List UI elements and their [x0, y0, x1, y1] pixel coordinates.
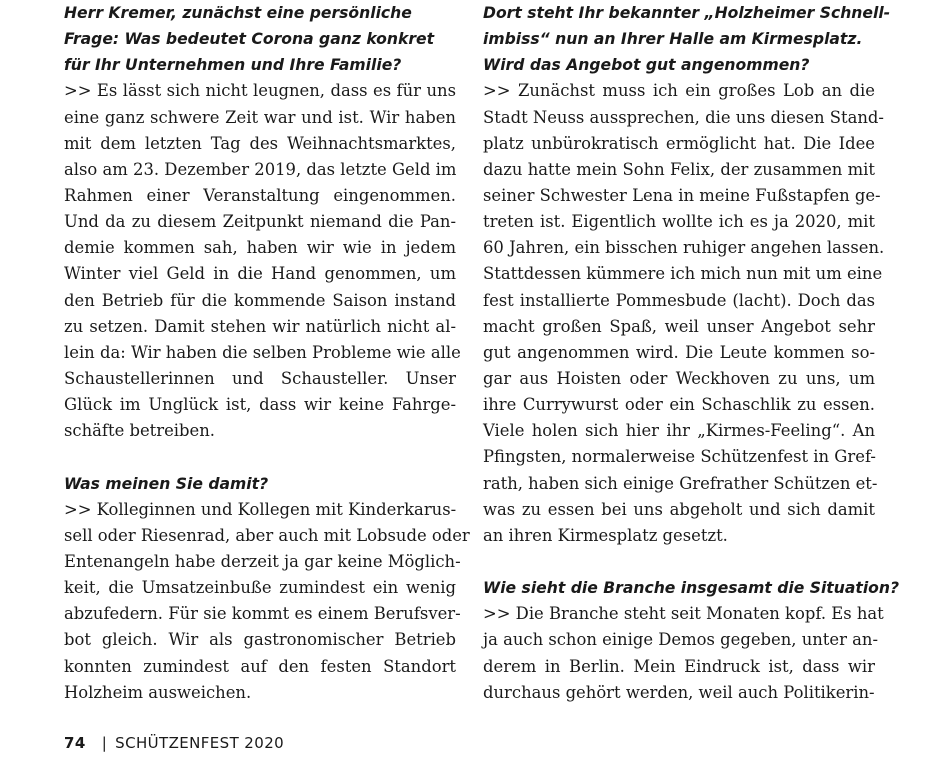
answer-line: platz unbürokratisch ermöglicht hat. Die Idee [483, 133, 875, 153]
question-line: für Ihr Unternehmen und Ihre Familie? [64, 56, 402, 75]
answer-line: seiner Schwester Lena in meine Fußstapfen ge- [483, 185, 881, 205]
interview-question [483, 575, 900, 601]
answer-line: macht großen Spaß, weil unser Angebot sehr [483, 316, 875, 336]
answer-line: den Betrieb für die kommende Saison instand [64, 290, 456, 310]
answer-line: fest installierte Pommesbude (lacht). Doch das [483, 290, 875, 310]
answer-line: lein da: Wir haben die selben Probleme wie alle [64, 342, 461, 362]
answer-line: >> Es lässt sich nicht leugnen, dass es für uns [64, 81, 456, 101]
question-line: Was meinen Sie damit? [64, 474, 269, 493]
answer-line: was zu essen bei uns abgeholt und sich damit [483, 499, 875, 519]
answer-line: demie kommen sah, haben wir wie in jedem [64, 238, 456, 258]
answer-line: durchaus gehört werden, weil auch Politikerin- [483, 682, 875, 702]
answer-line: gut angenommen wird. Die Leute kommen so- [483, 342, 875, 362]
answer-line: rath, haben sich einige Grefrather Schützen et- [483, 473, 878, 493]
answer-line: Schaustellerinnen und Schausteller. Unser [64, 368, 456, 388]
answer-line: >> Zunächst muss ich ein großes Lob an die [483, 81, 875, 101]
answer-line: ihre Currywurst oder ein Schaschlik zu essen. [483, 395, 875, 415]
interview-question [483, 0, 891, 78]
answer-line: Holzheim ausweichen. [64, 682, 252, 702]
answer-line: Glück im Unglück ist, dass wir keine Fahrge- [64, 395, 456, 415]
answer-line: derem in Berlin. Mein Eindruck ist, dass wir [483, 656, 875, 676]
answer-line: dazu hatte mein Sohn Felix, der zusammen mit [483, 159, 875, 179]
text-column-right [483, 0, 900, 706]
answer-line: >> Die Branche steht seit Monaten kopf. Es hat [483, 604, 884, 624]
answer-line: an ihren Kirmesplatz gesetzt. [483, 525, 728, 545]
answer-line: Entenangeln habe derzeit ja gar keine Möglich- [64, 551, 461, 571]
publication-title: SCHÜTZENFEST 2020 [115, 734, 285, 752]
answer-line: schäfte betreiben. [64, 421, 215, 441]
answer-line: treten ist. Eigentlich wollte ich es ja 2020, mit [483, 212, 875, 232]
question-line: imbiss“ nun an Ihrer Halle am Kirmesplatz. [483, 30, 863, 49]
answer-line: also am 23. Dezember 2019, das letzte Geld im [64, 159, 457, 179]
answer-line: abzufedern. Für sie kommt es einem Berufsver- [64, 604, 461, 624]
answer-line: bot gleich. Wir als gastronomischer Betrieb [64, 630, 456, 650]
answer-line: Rahmen einer Veranstaltung eingenommen. [64, 185, 456, 205]
interview-answer [64, 78, 461, 444]
answer-line: ja auch schon einige Demos gegeben, unter an- [483, 630, 878, 650]
answer-line: zu setzen. Damit stehen wir natürlich nicht al- [64, 316, 456, 336]
interview-answer [64, 497, 470, 706]
answer-line: Winter viel Geld in die Hand genommen, um [64, 264, 456, 284]
answer-line: >> Kolleginnen und Kollegen mit Kinderkarus- [64, 499, 457, 519]
page-number: 74 [64, 734, 86, 752]
interview-answer [483, 601, 884, 706]
answer-line: sell oder Riesenrad, aber auch mit Lobsude oder [64, 525, 470, 545]
answer-line: 60 Jahren, ein bisschen ruhiger angehen lassen. [483, 238, 885, 258]
paragraph-gap [483, 549, 875, 575]
answer-line: gar aus Hoisten oder Weckhoven zu uns, um [483, 368, 875, 388]
answer-line: Viele holen sich hier ihr „Kirmes-Feeling“. An [483, 421, 875, 441]
page-footer [64, 734, 284, 752]
answer-line: Pfingsten, normalerweise Schützenfest in Gref- [483, 447, 876, 467]
interview-question [64, 471, 456, 497]
answer-line: keit, die Umsatzeinbuße zumindest ein wenig [64, 578, 456, 598]
answer-line: Und da zu diesem Zeitpunkt niemand die Pan- [64, 212, 456, 232]
interview-question [64, 0, 456, 78]
question-line: Dort steht Ihr bekannter „Holzheimer Schnell- [483, 4, 891, 22]
footer-separator: | [101, 734, 108, 752]
answer-line: konnten zumindest auf den festen Standort [64, 656, 456, 676]
text-column-left [64, 0, 470, 706]
interview-answer [483, 78, 885, 549]
question-line: Wird das Angebot gut angenommen? [483, 56, 810, 75]
answer-line: Stattdessen kümmere ich mich nun mit um eine [483, 264, 883, 284]
answer-line: mit dem letzten Tag des Weihnachtsmarktes, [64, 133, 456, 153]
answer-line: eine ganz schwere Zeit war und ist. Wir haben [64, 107, 456, 127]
question-line: Herr Kremer, zunächst eine persönliche [64, 4, 412, 22]
question-line: Frage: Was bedeutet Corona ganz konkret [64, 30, 435, 49]
answer-line: Stadt Neuss aussprechen, die uns diesen Stand- [483, 107, 884, 127]
paragraph-gap [64, 444, 456, 470]
question-line: Wie sieht die Branche insgesamt die Situation? [483, 579, 900, 598]
